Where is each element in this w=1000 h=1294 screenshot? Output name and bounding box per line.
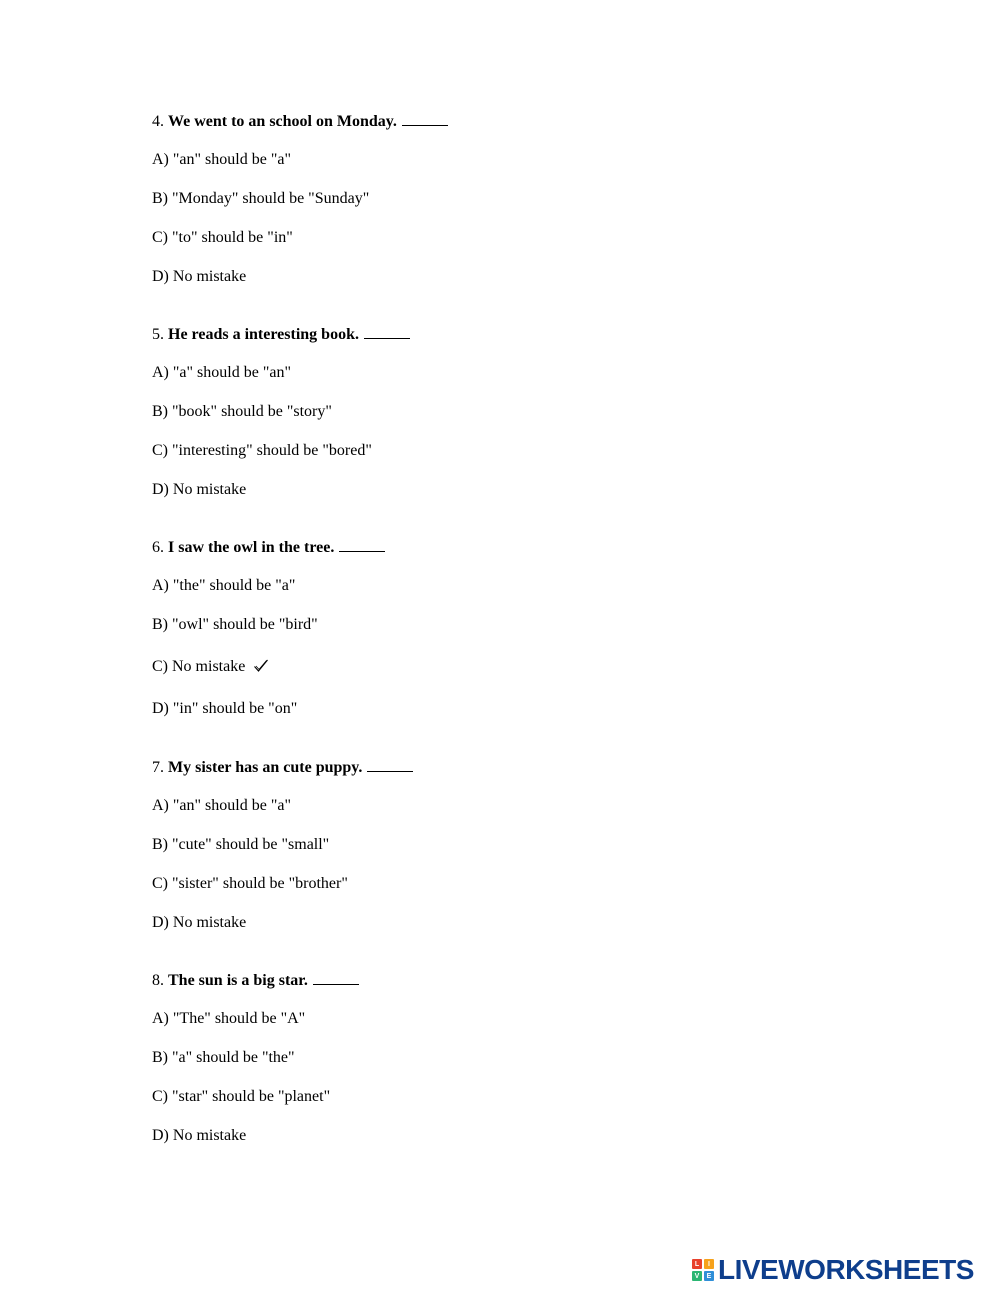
logo-text: LIVEWORKSHEETS — [718, 1254, 974, 1285]
option-d[interactable]: D) No mistake — [152, 268, 247, 285]
option-c[interactable]: C) "star" should be "planet" — [152, 1088, 331, 1105]
question-number: 5. — [152, 326, 164, 343]
question-number: 6. — [152, 539, 164, 556]
logo-mark-letter: V — [692, 1271, 702, 1281]
liveworksheets-logo — [692, 1255, 974, 1285]
question-text: My sister has an cute puppy. — [168, 759, 363, 776]
option-d[interactable]: D) No mistake — [152, 914, 247, 931]
option-c[interactable]: C) "to" should be "in" — [152, 229, 293, 246]
question-5 — [152, 324, 912, 500]
option-b[interactable]: B) "Monday" should be "Sunday" — [152, 190, 370, 207]
question-number: 8. — [152, 972, 164, 989]
question-4 — [152, 111, 912, 287]
logo-mark-letter: E — [704, 1271, 714, 1281]
option-b[interactable]: B) "cute" should be "small" — [152, 836, 330, 853]
answer-blank[interactable] — [339, 537, 385, 552]
answer-blank[interactable] — [367, 757, 413, 772]
checkmark-icon — [253, 658, 269, 680]
question-6 — [152, 537, 912, 719]
option-d[interactable]: D) "in" should be "on" — [152, 700, 298, 717]
question-number: 7. — [152, 759, 164, 776]
options-list — [152, 1009, 912, 1146]
question-text: I saw the owl in the tree. — [168, 539, 335, 556]
option-c[interactable]: C) "sister" should be "brother" — [152, 875, 348, 892]
question-text: The sun is a big star. — [168, 972, 308, 989]
option-a[interactable]: A) "a" should be "an" — [152, 364, 291, 381]
question-title — [152, 537, 912, 557]
option-d[interactable]: D) No mistake — [152, 481, 247, 498]
question-8 — [152, 970, 912, 1146]
question-title — [152, 324, 912, 344]
question-number: 4. — [152, 113, 164, 130]
answer-blank[interactable] — [313, 970, 359, 985]
options-list — [152, 576, 912, 719]
question-title — [152, 111, 912, 131]
option-c[interactable]: C) "interesting" should be "bored" — [152, 442, 372, 459]
option-a[interactable]: A) "the" should be "a" — [152, 577, 296, 594]
question-text: He reads a interesting book. — [168, 326, 359, 343]
option-label: C) No mistake — [152, 658, 246, 675]
options-list — [152, 150, 912, 287]
question-title — [152, 970, 912, 990]
option-d[interactable]: D) No mistake — [152, 1127, 247, 1144]
question-title — [152, 757, 912, 777]
option-c-selected[interactable] — [152, 657, 912, 677]
answer-blank[interactable] — [364, 324, 410, 339]
answer-blank[interactable] — [402, 111, 448, 126]
logo-mark-letter: I — [704, 1259, 714, 1269]
option-b[interactable]: B) "book" should be "story" — [152, 403, 332, 420]
question-7 — [152, 757, 912, 933]
logo-mark-letter: L — [692, 1259, 702, 1269]
options-list — [152, 363, 912, 500]
liveworksheets-logo-icon — [692, 1259, 714, 1281]
option-b[interactable]: B) "a" should be "the" — [152, 1049, 295, 1066]
option-a[interactable]: A) "The" should be "A" — [152, 1010, 306, 1027]
options-list — [152, 796, 912, 933]
option-a[interactable]: A) "an" should be "a" — [152, 151, 291, 168]
option-b[interactable]: B) "owl" should be "bird" — [152, 616, 318, 633]
question-text: We went to an school on Monday. — [168, 113, 397, 130]
option-a[interactable]: A) "an" should be "a" — [152, 797, 291, 814]
